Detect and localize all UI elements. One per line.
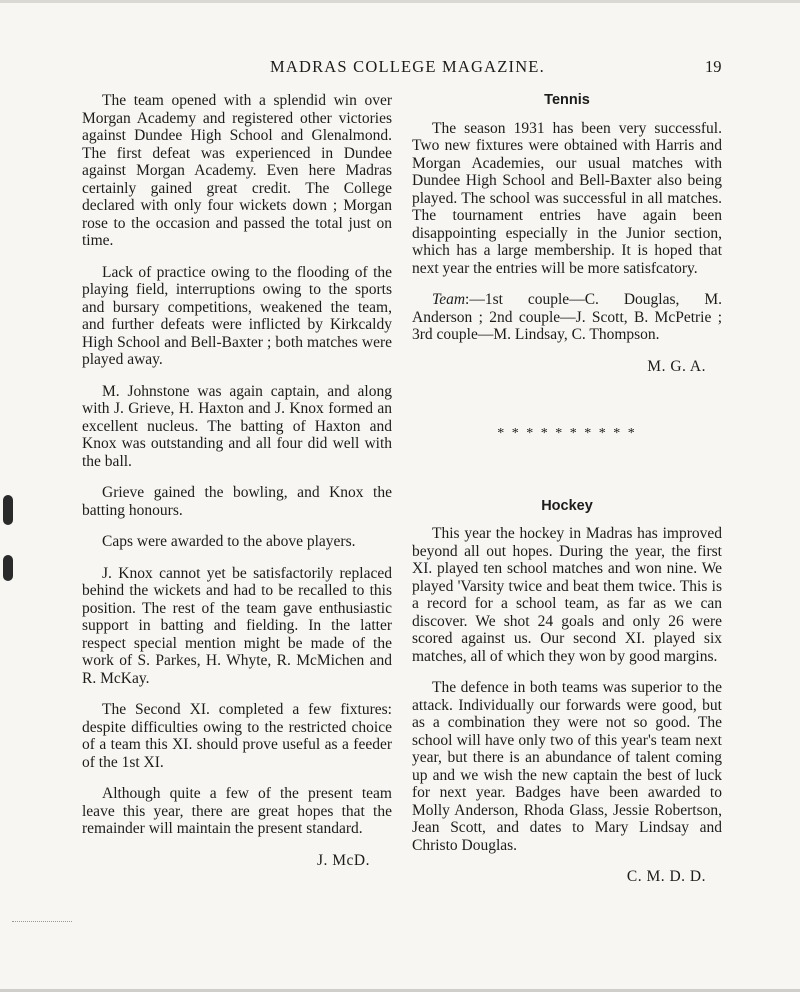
paragraph: The season 1931 has been very successful. Two new fixtures were obtained with Harris and Morgan Academies, our usual matches with Dundee High School and Bell-Baxter also being played. The school was successful in all matches. The tournament entries have again been disappointing especially in the Junior section, which has a large membership. It is hoped that next year the entries will be more satisfcatory. bbox=[412, 119, 722, 277]
cricket-signature: J. McD. bbox=[316, 851, 370, 869]
hockey-heading: Hockey bbox=[541, 497, 593, 514]
paragraph: Lack of practice owing to the flooding of the playing field, interruptions owing to the sports and bursary competitions, weakened the team, and further defeats were inflicted by Kirkcaldy High School and Bell-Baxter ; both matches were played away. bbox=[82, 263, 392, 368]
page-top-edge bbox=[0, 0, 800, 3]
section-separator: * * * * * * * * * * bbox=[497, 426, 637, 441]
margin-dots bbox=[12, 921, 72, 922]
tennis-signature: M. G. A. bbox=[647, 357, 706, 375]
team-label: Team bbox=[432, 291, 466, 308]
paragraph: Grieve gained the bowling, and Knox the batting honours. bbox=[82, 484, 392, 519]
tennis-heading: Tennis bbox=[544, 92, 590, 108]
hockey-signature: C. M. D. D. bbox=[626, 868, 706, 885]
paragraph: M. Johnstone was again captain, and along with J. Grieve, H. Haxton and J. Knox formed an excellent nucleus. The batting of Haxton and Knox was outstanding and all four did well with the ball. bbox=[82, 382, 392, 470]
page-number: 19 bbox=[705, 57, 722, 76]
binding-hole-mark bbox=[3, 495, 13, 525]
paragraph: J. Knox cannot yet be satisfactorily replaced behind the wickets and had to be recalled to this position. The rest of the team gave enthusiastic support in batting and fielding. In the latter respect special mention might be made of the work of S. Parkes, H. Whyte, R. McMichen and R. McKay. bbox=[82, 564, 392, 687]
tennis-team-line bbox=[412, 291, 722, 344]
paragraph: The Second XI. completed a few fixtures: despite difficulties owing to the restricted choice of a team this XI. should prove useful as a feeder of the 1st XI. bbox=[82, 701, 392, 771]
paragraph: Caps were awarded to the above players. bbox=[102, 533, 356, 550]
paragraph: The defence in both teams was superior to the attack. Individually our forwards were good, but as a combination they were not so good. The school will have only two of this year's team next year, but there is an abundance of talent coming up and we wish the new captain the best of luck for next year. Badges have been awarded to Molly Anderson, Rhoda Glass, Jessie Robertson, Jean Scott, and dates to Mary Lindsay and Christo Douglas. bbox=[412, 679, 722, 854]
paragraph: This year the hockey in Madras has improved beyond all out hopes. During the year, the first XI. played ten school matches and won nine. We played 'Varsity twice and beat them twice. This is a record for a school team, as far as we can discover. We shot 24 goals and only 26 were scored against us. Our second XI. played six matches, all of which they won by good margins. bbox=[412, 525, 722, 665]
running-header bbox=[0, 57, 800, 81]
binding-hole-mark bbox=[3, 555, 13, 581]
left-column bbox=[82, 92, 392, 869]
team-text: :—1st couple—C. Douglas, M. Anderson ; 2nd couple—J. Scott, B. McPetrie ; 3rd couple—M. Lindsay, C. Thompson. bbox=[412, 291, 722, 343]
magazine-title: MADRAS COLLEGE MAGAZINE. bbox=[270, 57, 545, 76]
paragraph: Although quite a few of the present team leave this year, there are great hopes that the remainder will maintain the present standard. bbox=[82, 785, 392, 837]
right-column bbox=[412, 92, 722, 886]
paragraph: The team opened with a splendid win over Morgan Academy and registered other victories against Dundee High School and Glenalmond. The first defeat was experienced in Dundee against Morgan Academy. Even here Madras certainly gained great credit. The College declared with only four wickets down ; Morgan rose to the occasion and passed the total just on time. bbox=[82, 92, 392, 249]
